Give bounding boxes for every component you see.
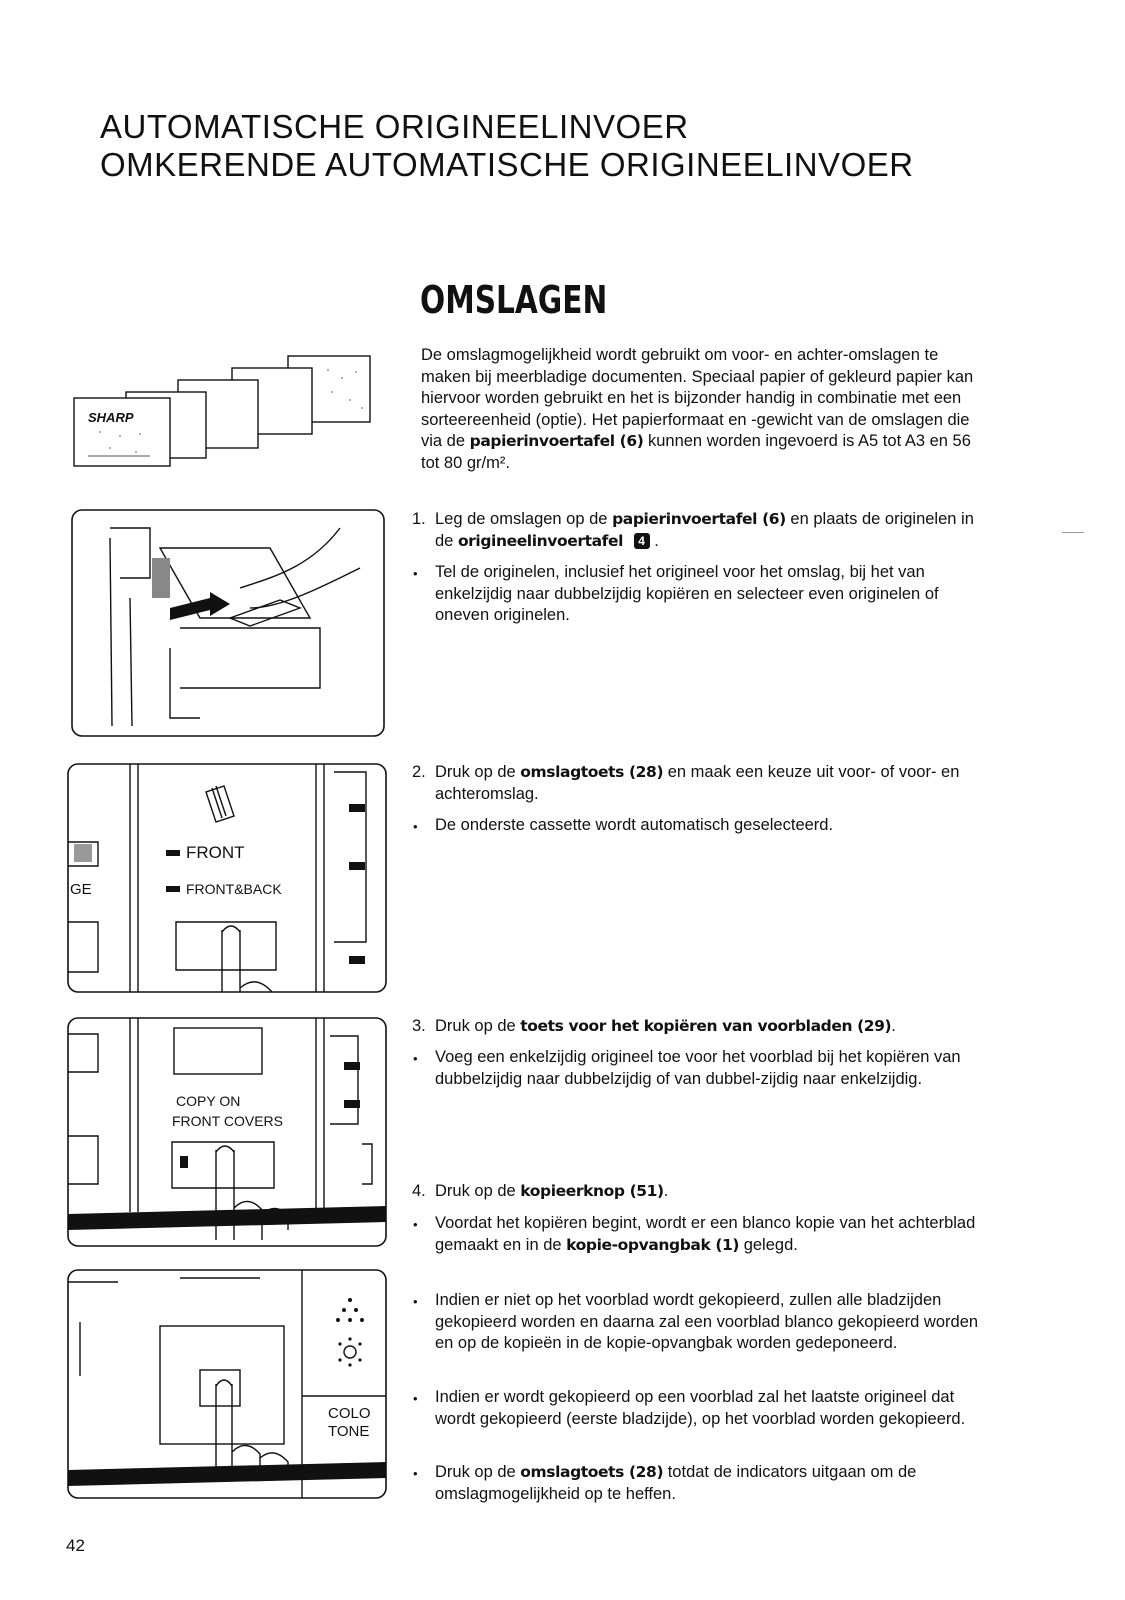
copy-button-illustration — [66, 1266, 388, 1502]
copy-on-front-covers-illustration — [66, 1016, 388, 1248]
bullet-4 — [412, 1213, 982, 1256]
step-number: 2. — [412, 763, 426, 781]
intro-bold-1: papierinvoertafel (6) — [469, 432, 644, 450]
step-text: . — [649, 531, 659, 550]
bullet-bold: kopie-opvangbak (1) — [566, 1235, 740, 1254]
step-bold: toets voor het kopiëren van voorbladen (29) — [520, 1017, 892, 1035]
step-4 — [412, 1181, 982, 1203]
bullet-mark: • — [413, 566, 418, 581]
step-text: Druk op de — [435, 1017, 521, 1035]
paper-feed-illustration — [70, 508, 386, 738]
step-number: 4. — [412, 1182, 426, 1200]
bullet-mark: • — [413, 1294, 418, 1309]
step-bold: papierinvoertafel (6) — [612, 510, 786, 528]
header-line-1: AUTOMATISCHE ORIGINEELINVOER — [100, 108, 689, 145]
step-text: Leg de omslagen op de — [435, 510, 613, 528]
header-line-2: OMKERENDE AUTOMATISCHE ORIGINEELINVOER — [100, 146, 914, 183]
step-bold: origineelinvoertafel — [457, 531, 624, 550]
step-text: en maak een keuze uit voor- of voor- en achteromslag. — [435, 763, 960, 803]
bullet-text: gelegd. — [739, 1235, 798, 1254]
bullet-5 — [412, 1290, 982, 1355]
step-bold: omslagtoets (28) — [520, 763, 664, 781]
bullet-mark: • — [413, 1391, 418, 1406]
intro-paragraph — [421, 345, 981, 474]
intro-text-2: kunnen worden ingevoerd is A5 tot A3 en 56 tot 80 gr/m². — [421, 432, 971, 472]
cover-panel-illustration — [66, 762, 388, 994]
cover-sheets-illustration — [70, 352, 380, 472]
bullet-7 — [412, 1462, 982, 1505]
bullet-mark: • — [413, 1051, 418, 1066]
reference-badge: 4 — [634, 533, 650, 549]
page-header — [100, 108, 914, 184]
bullet-mark: • — [413, 1466, 418, 1481]
bullet-text: De onderste cassette wordt automatisch geselecteerd. — [435, 816, 834, 834]
step-text: Druk op de — [435, 763, 521, 781]
bullet-text: Voordat het kopiëren begint, wordt er een blanco kopie van het achterblad gemaakt en in de — [435, 1214, 976, 1254]
step-text: en plaats de originelen in de — [435, 510, 974, 550]
step-bold: kopieerknop (51) — [520, 1182, 664, 1200]
front-label: FRONT — [186, 843, 245, 862]
step-text: . — [663, 1182, 669, 1200]
page-number: 42 — [66, 1536, 85, 1555]
bullet-3 — [412, 1047, 982, 1090]
bullet-bold: omslagtoets (28) — [520, 1463, 664, 1481]
bullet-text: Tel de originelen, inclusief het origineel voor het omslag, bij het van enkelzijdig naar dubbelzijdig kopiëren en selecteer even originelen of oneven originelen. — [435, 563, 939, 624]
bullet-2 — [412, 815, 982, 837]
bullet-mark: • — [413, 1217, 418, 1232]
sharp-logo: SHARP — [88, 410, 134, 425]
step-2 — [412, 762, 982, 805]
step-number: 1. — [412, 510, 426, 528]
step-number: 3. — [412, 1017, 426, 1035]
bullet-text: Indien er niet op het voorblad wordt gekopieerd, zullen alle bladzijden gekopieerd worden en daarna zal een voorblad blanco gekopieerd worden en op de kopieën in de kopie-opvangbak worden gedeponeerd. — [435, 1291, 979, 1352]
step-1 — [412, 509, 982, 552]
bullet-mark: • — [413, 819, 418, 834]
edge-label: GE — [70, 881, 92, 898]
color-label: COLO — [328, 1405, 371, 1422]
front-covers-label: FRONT COVERS — [172, 1113, 283, 1129]
step-text: Druk op de — [435, 1182, 521, 1200]
bullet-1 — [412, 562, 982, 627]
margin-mark — [1062, 532, 1084, 533]
bullet-6 — [412, 1387, 982, 1430]
step-text: . — [891, 1017, 896, 1035]
bullet-text: Druk op de — [435, 1463, 521, 1481]
bullet-text: Indien er wordt gekopieerd op een voorblad zal het laatste origineel dat wordt gekopieerd (eerste bladzijde), op het voorblad worden gekopieerd. — [435, 1388, 966, 1428]
copy-on-label: COPY ON — [176, 1093, 241, 1109]
bullet-text: Voeg een enkelzijdig origineel toe voor het voorblad bij het kopiëren van dubbelzijdig naar dubbelzijdig of van dubbel-zijdig naar enkelzijdig. — [435, 1048, 961, 1088]
front-back-label: FRONT&BACK — [186, 881, 282, 897]
tone-label: TONE — [328, 1423, 370, 1440]
section-title: OMSLAGEN — [420, 278, 608, 322]
bullet-text: totdat de indicators uitgaan om de omslagmogelijkheid op te heffen. — [435, 1463, 917, 1503]
intro-text-1: De omslagmogelijkheid wordt gebruikt om voor- en achter-omslagen te maken bij meerbladige documenten. Speciaal papier of gekleurd papier kan hiervoor worden gebruikt en het is bijzonder handig in combinatie met een sorteereenheid (optie). Het papierformaat en -gewicht van de omslagen die via de — [421, 346, 974, 450]
step-3 — [412, 1016, 982, 1038]
